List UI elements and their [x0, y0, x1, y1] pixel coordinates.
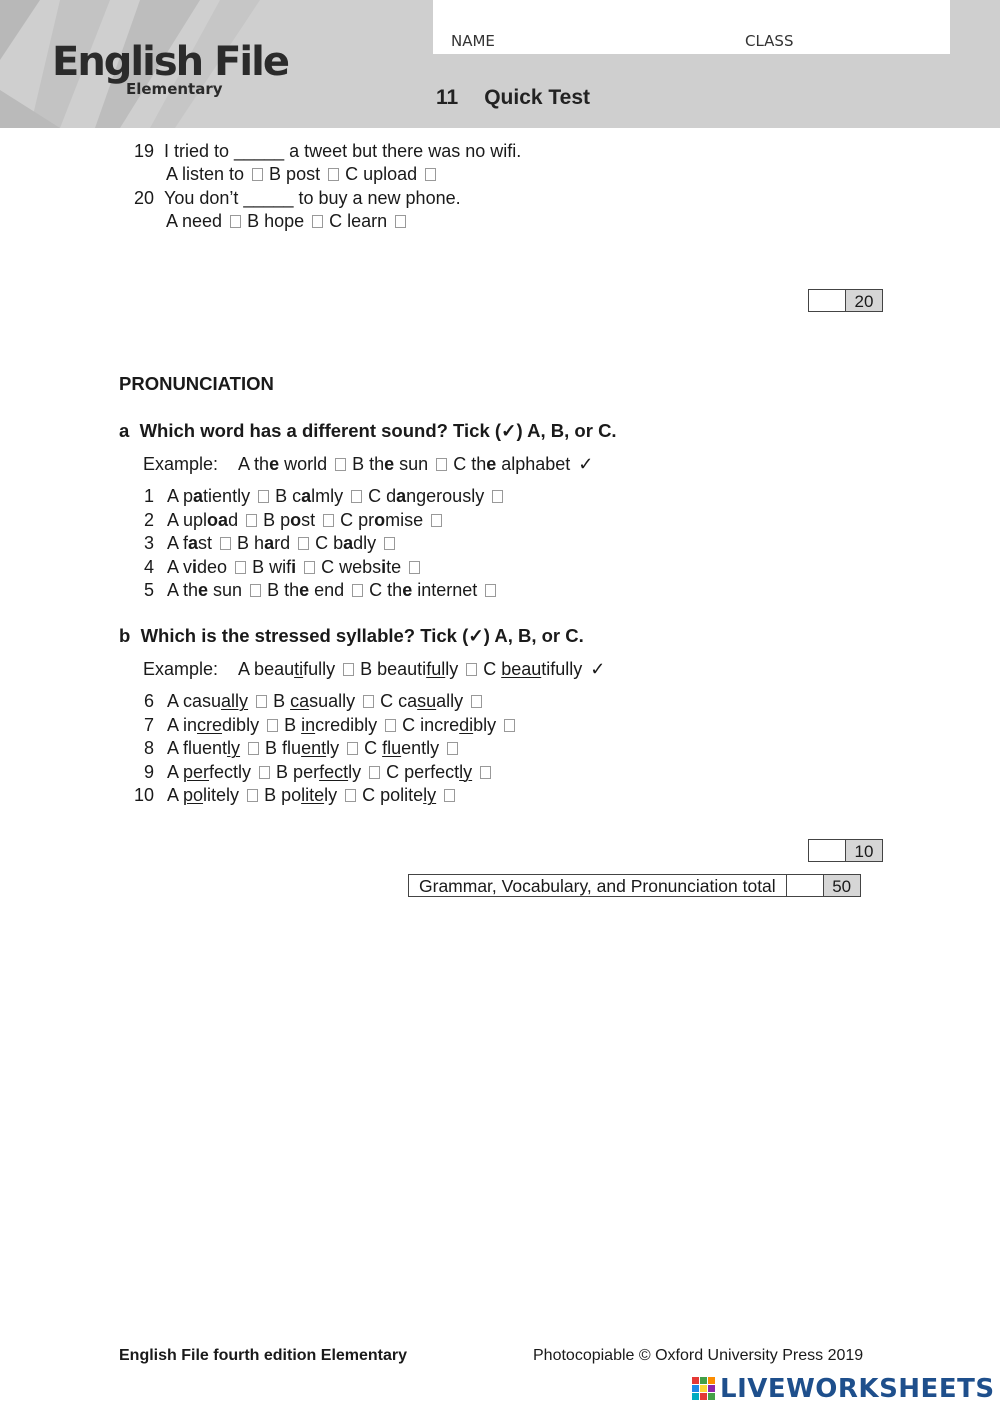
- option-label: [238, 659, 335, 679]
- name-label: NAME: [451, 32, 495, 50]
- question-20: [120, 187, 461, 209]
- option-c-checkbox[interactable]: [444, 789, 455, 802]
- question-19: [120, 140, 521, 162]
- marked-part: ca: [290, 691, 310, 711]
- option-text: C: [483, 659, 502, 679]
- option-text: ngerously: [406, 486, 485, 506]
- option-text: ally: [436, 691, 464, 711]
- option-text: B h: [237, 533, 265, 553]
- total-max: 50: [823, 874, 861, 897]
- option-text: C webs: [321, 556, 382, 577]
- option-text: C d: [368, 486, 397, 506]
- section-a-example: [143, 453, 593, 475]
- option-label: [252, 557, 296, 577]
- option-text: B wif: [252, 556, 292, 577]
- marked-part: e: [402, 580, 413, 600]
- option-text: st: [198, 533, 213, 553]
- option-text: st: [301, 509, 316, 530]
- footer-copyright: Photocopiable © Oxford University Press 2019: [533, 1347, 864, 1364]
- section-letter: a: [119, 420, 130, 441]
- option-label: [264, 785, 337, 805]
- option-text: world: [279, 454, 328, 474]
- option-label: [402, 715, 496, 735]
- marked-part: ly: [423, 785, 437, 805]
- marked-part: oa: [207, 509, 229, 530]
- option-label: [276, 762, 361, 782]
- marked-part: ly: [459, 761, 473, 782]
- option-text: te: [386, 556, 402, 577]
- marked-part: ent: [301, 738, 327, 758]
- question-3: [120, 532, 401, 554]
- option-b-checkbox[interactable]: [328, 168, 339, 181]
- option-a-checkbox[interactable]: [250, 584, 261, 597]
- option-text: sun: [208, 580, 243, 600]
- option-text: ly: [348, 761, 362, 782]
- question-6: [120, 690, 488, 712]
- watermark-text: LIVEWORKSHEETS: [720, 1374, 995, 1404]
- option-b-checkbox[interactable]: [298, 537, 309, 550]
- option-c-checkbox[interactable]: [471, 695, 482, 708]
- option-text: fectly: [209, 761, 252, 782]
- option-label: [167, 486, 250, 506]
- option-text: lmly: [311, 486, 344, 506]
- marked-part: i: [381, 556, 387, 577]
- option-c-checkbox[interactable]: [492, 490, 503, 503]
- option-text: A: [167, 785, 184, 805]
- option-text: C polite: [362, 785, 424, 805]
- option-a-checkbox[interactable]: [252, 168, 263, 181]
- option-a-checkbox[interactable]: [235, 561, 246, 574]
- marked-part: per: [183, 761, 210, 782]
- test-title: [436, 86, 590, 110]
- option-b-checkbox[interactable]: [385, 719, 396, 732]
- example-checkbox[interactable]: [335, 458, 346, 471]
- marked-part: lite: [301, 785, 325, 805]
- option-label: [368, 486, 484, 506]
- marked-part: e: [486, 454, 497, 474]
- instruction-text: Which word has a different sound? Tick (✓) A, B, or C.: [139, 420, 617, 441]
- question-number: 5: [143, 580, 154, 600]
- option-text: rd: [274, 533, 291, 553]
- option-label: [237, 533, 290, 553]
- question-20-options: [166, 210, 412, 232]
- option-a-checkbox[interactable]: [247, 789, 258, 802]
- marked-part: a: [188, 533, 199, 553]
- class-label: CLASS: [745, 32, 794, 50]
- option-c-label: C learn: [329, 211, 388, 231]
- marked-part: e: [384, 454, 395, 474]
- option-text: ently: [401, 738, 440, 758]
- marked-part: ti: [294, 659, 304, 679]
- option-text: dibly: [222, 714, 260, 735]
- option-label: [167, 533, 212, 553]
- option-text: d: [228, 509, 239, 530]
- vocab-score-box: [808, 289, 883, 312]
- liveworksheets-logo-icon: [692, 1377, 716, 1401]
- question-10: [120, 784, 461, 806]
- option-text: fully: [303, 659, 336, 679]
- option-label: [453, 454, 570, 474]
- option-text: B flu: [265, 738, 302, 758]
- option-c-checkbox[interactable]: [480, 766, 491, 779]
- option-c-checkbox[interactable]: [431, 514, 442, 527]
- option-text: A fluent: [167, 738, 228, 758]
- option-a-label: A listen to: [166, 164, 245, 184]
- marked-part: cre: [197, 714, 223, 735]
- option-text: ly: [326, 738, 340, 758]
- option-a-checkbox[interactable]: [258, 490, 269, 503]
- option-label: [380, 691, 463, 711]
- option-c-label: C upload: [345, 164, 418, 184]
- option-text: B per: [276, 761, 320, 782]
- option-text: deo: [197, 556, 228, 577]
- option-b-checkbox[interactable]: [363, 695, 374, 708]
- option-c-checkbox[interactable]: [384, 537, 395, 550]
- question-9: [120, 761, 497, 783]
- question-number: 4: [143, 556, 154, 577]
- option-text: C pr: [340, 509, 375, 530]
- name-class-box: [433, 0, 950, 54]
- question-number: 2: [143, 509, 154, 530]
- liveworksheets-watermark: [692, 1374, 995, 1404]
- option-text: B po: [264, 785, 302, 805]
- score-input[interactable]: [808, 289, 845, 312]
- option-text: C th: [453, 454, 487, 474]
- question-number: 9: [143, 761, 154, 782]
- option-label: [364, 738, 439, 758]
- option-text: C perfect: [386, 761, 460, 782]
- option-label: [265, 738, 339, 758]
- option-b-label: B post: [269, 164, 321, 184]
- option-label: [167, 738, 240, 758]
- marked-part: in: [301, 714, 316, 735]
- score-max: 20: [845, 289, 883, 312]
- pronunciation-heading: PRONUNCIATION: [119, 373, 274, 394]
- example-label: Example:: [143, 454, 219, 474]
- option-text: A p: [167, 486, 194, 506]
- option-c-checkbox[interactable]: [504, 719, 515, 732]
- option-label: [167, 557, 227, 577]
- question-number: 3: [143, 533, 154, 553]
- marked-part: a: [193, 486, 204, 506]
- question-text: I tried to _____ a tweet but there was no wifi.: [164, 141, 522, 161]
- option-text: A: [167, 761, 184, 782]
- option-c-checkbox[interactable]: [485, 584, 496, 597]
- question-number: 6: [143, 691, 154, 711]
- option-text: alphabet: [496, 454, 571, 474]
- option-c-checkbox[interactable]: [425, 168, 436, 181]
- option-text: C: [364, 738, 383, 758]
- section-b-instruction: [119, 625, 584, 647]
- option-b-checkbox[interactable]: [345, 789, 356, 802]
- marked-part: a: [301, 486, 312, 506]
- question-1: [120, 485, 509, 507]
- option-text: C b: [315, 533, 344, 553]
- section-a-instruction: [119, 420, 617, 442]
- question-number: 7: [143, 714, 154, 735]
- option-b-checkbox[interactable]: [351, 490, 362, 503]
- option-text: A f: [167, 533, 189, 553]
- option-a-checkbox[interactable]: [246, 514, 257, 527]
- marked-part: a: [343, 533, 354, 553]
- option-b-checkbox[interactable]: [304, 561, 315, 574]
- option-label: [362, 785, 436, 805]
- option-label: [315, 533, 376, 553]
- option-text: end: [309, 580, 345, 600]
- example-checkbox[interactable]: [436, 458, 447, 471]
- tick-mark-icon: ✓: [578, 454, 594, 474]
- question-7: [120, 714, 521, 736]
- option-label: [273, 691, 355, 711]
- option-label: [321, 557, 401, 577]
- option-b-label: B hope: [247, 211, 305, 231]
- option-label: [167, 510, 238, 530]
- option-text: A beau: [238, 659, 295, 679]
- marked-part: ly: [227, 738, 241, 758]
- option-label: [167, 580, 242, 600]
- option-a-checkbox[interactable]: [230, 215, 241, 228]
- option-text: A th: [167, 580, 199, 600]
- marked-part: i: [291, 556, 297, 577]
- option-text: B: [273, 691, 291, 711]
- option-label: [340, 510, 423, 530]
- option-label: [369, 580, 477, 600]
- option-label: [238, 454, 327, 474]
- option-text: sually: [309, 691, 356, 711]
- question-number: 10: [133, 785, 154, 805]
- option-text: B beauti: [360, 659, 427, 679]
- question-number: 20: [133, 188, 154, 208]
- marked-part: e: [269, 454, 280, 474]
- marked-part: i: [192, 556, 198, 577]
- option-c-checkbox[interactable]: [447, 742, 458, 755]
- question-19-options: [166, 163, 442, 185]
- test-name: Quick Test: [484, 86, 591, 109]
- test-number: 11: [436, 86, 459, 109]
- marked-part: fect: [319, 761, 349, 782]
- question-number: 1: [143, 486, 154, 506]
- option-text: B th: [267, 580, 300, 600]
- section-letter: b: [119, 625, 131, 646]
- option-c-checkbox[interactable]: [395, 215, 406, 228]
- option-label: [267, 580, 344, 600]
- brand-logo: [52, 38, 288, 98]
- total-score-input[interactable]: [786, 874, 823, 897]
- pronunciation-score-box: [808, 839, 883, 862]
- question-text: You don’t _____ to buy a new phone.: [164, 188, 461, 208]
- score-input[interactable]: [808, 839, 845, 862]
- option-b-checkbox[interactable]: [312, 215, 323, 228]
- option-c-checkbox[interactable]: [409, 561, 420, 574]
- option-text: bly: [473, 714, 497, 735]
- marked-part: ful: [426, 659, 446, 679]
- option-text: ly: [445, 659, 459, 679]
- option-label: [167, 691, 248, 711]
- option-text: B: [284, 714, 302, 735]
- option-text: A v: [167, 556, 193, 577]
- option-b-checkbox[interactable]: [347, 742, 358, 755]
- option-text: A casu: [167, 691, 222, 711]
- marked-part: po: [183, 785, 204, 805]
- option-b-checkbox[interactable]: [369, 766, 380, 779]
- section-b-example: [143, 658, 605, 680]
- tick-mark-icon: ✓: [590, 659, 606, 679]
- marked-part: beau: [501, 659, 542, 679]
- option-label: [263, 510, 315, 530]
- option-text: B th: [352, 454, 385, 474]
- brand-title: English File: [52, 39, 288, 85]
- example-checkbox[interactable]: [466, 663, 477, 676]
- option-a-checkbox[interactable]: [267, 719, 278, 732]
- total-label: Grammar, Vocabulary, and Pronunciation total: [408, 874, 786, 897]
- page-header: [0, 0, 1000, 128]
- question-5: [120, 579, 502, 601]
- option-text: credibly: [315, 714, 378, 735]
- total-score-box: [408, 874, 861, 897]
- option-text: A in: [167, 714, 198, 735]
- option-a-checkbox[interactable]: [259, 766, 270, 779]
- marked-part: su: [417, 691, 437, 711]
- footer-book-title: English File fourth edition Elementary: [119, 1347, 408, 1364]
- question-8: [120, 737, 464, 759]
- marked-part: di: [459, 714, 474, 735]
- option-text: A upl: [167, 509, 208, 530]
- marked-part: flu: [382, 738, 402, 758]
- option-text: C th: [369, 580, 403, 600]
- marked-part: ally: [221, 691, 249, 711]
- marked-part: a: [264, 533, 275, 553]
- option-label: [483, 659, 582, 679]
- example-label: Example:: [143, 659, 219, 679]
- option-a-checkbox[interactable]: [248, 742, 259, 755]
- question-number: 19: [133, 141, 154, 161]
- option-text: C incre: [402, 714, 460, 735]
- option-text: tifully: [541, 659, 583, 679]
- option-label: [167, 785, 239, 805]
- instruction-text: Which is the stressed syllable? Tick (✓) A, B, or C.: [140, 625, 584, 646]
- question-number: 8: [143, 738, 154, 758]
- option-b-checkbox[interactable]: [323, 514, 334, 527]
- option-text: internet: [412, 580, 478, 600]
- option-b-checkbox[interactable]: [352, 584, 363, 597]
- marked-part: e: [299, 580, 310, 600]
- option-a-checkbox[interactable]: [256, 695, 267, 708]
- marked-part: e: [198, 580, 209, 600]
- option-text: ly: [324, 785, 338, 805]
- score-max: 10: [845, 839, 883, 862]
- example-checkbox[interactable]: [343, 663, 354, 676]
- option-label: [360, 659, 458, 679]
- marked-part: o: [374, 509, 386, 530]
- option-label: [352, 454, 428, 474]
- option-a-checkbox[interactable]: [220, 537, 231, 550]
- question-2: [120, 509, 448, 531]
- marked-part: a: [396, 486, 407, 506]
- option-label: [275, 486, 343, 506]
- option-text: mise: [385, 509, 424, 530]
- option-text: litely: [203, 785, 240, 805]
- option-label: [386, 762, 472, 782]
- option-text: B p: [263, 509, 291, 530]
- option-text: A th: [238, 454, 270, 474]
- option-label: [167, 762, 251, 782]
- option-text: dly: [353, 533, 377, 553]
- option-label: [167, 715, 259, 735]
- option-text: sun: [394, 454, 429, 474]
- option-a-label: A need: [166, 211, 223, 231]
- option-label: [284, 715, 377, 735]
- option-text: tiently: [203, 486, 251, 506]
- option-text: C ca: [380, 691, 418, 711]
- brand-subtitle: Elementary: [126, 80, 223, 98]
- option-text: B c: [275, 486, 302, 506]
- question-4: [120, 556, 426, 578]
- marked-part: o: [290, 509, 302, 530]
